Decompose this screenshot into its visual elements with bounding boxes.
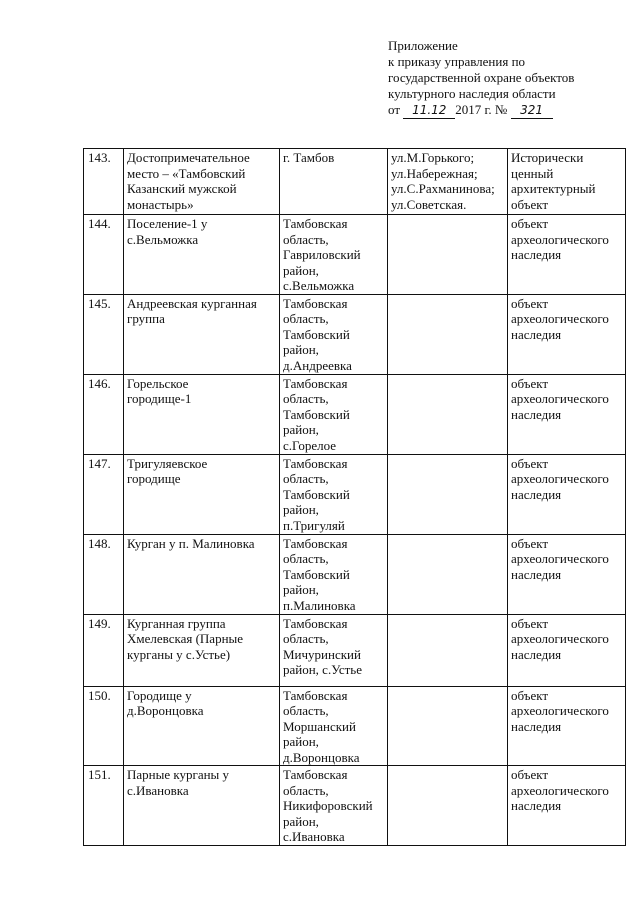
object-name: Горельское городище-1 (124, 374, 280, 454)
document-header (388, 38, 628, 119)
table-row (84, 215, 626, 295)
object-category: объект археологического наследия (508, 686, 626, 766)
row-number: 146. (84, 374, 124, 454)
header-line-2: к приказу управления по (388, 54, 526, 69)
object-address (388, 614, 508, 686)
object-address (388, 294, 508, 374)
object-location: г. Тамбов (280, 149, 388, 215)
object-address (388, 454, 508, 534)
object-category: объект археологического наследия (508, 454, 626, 534)
object-address (388, 534, 508, 614)
header-line-4: культурного наследия области (388, 86, 556, 101)
object-location: Тамбовская область, Никифоровский район, с.Ивановка (280, 766, 388, 846)
object-address (388, 215, 508, 295)
object-address (388, 766, 508, 846)
object-name: Городище у д.Воронцовка (124, 686, 280, 766)
handwritten-date: 11.12 (403, 102, 455, 119)
handwritten-number: 321 (511, 102, 553, 119)
row-number: 151. (84, 766, 124, 846)
object-location: Тамбовская область, Мичуринский район, с.Устье (280, 614, 388, 686)
row-number: 148. (84, 534, 124, 614)
object-location: Тамбовская область, Тамбовский район, п.Тригуляй (280, 454, 388, 534)
object-category: объект археологического наследия (508, 215, 626, 295)
object-location: Тамбовская область, Тамбовский район, д.Андреевка (280, 294, 388, 374)
table-row (84, 534, 626, 614)
header-date-line (388, 102, 628, 119)
object-category: Исторически ценный архитектурный объект (508, 149, 626, 215)
object-address (388, 374, 508, 454)
date-suffix: 2017 г. (455, 102, 492, 117)
object-category: объект археологического наследия (508, 294, 626, 374)
date-prefix: от (388, 102, 401, 117)
number-sign: № (494, 102, 508, 117)
row-number: 150. (84, 686, 124, 766)
object-name: Поселение-1 у с.Вельможка (124, 215, 280, 295)
object-address: ул.М.Горького; ул.Набережная; ул.С.Рахманинова; ул.Советская. (388, 149, 508, 215)
table-row (84, 766, 626, 846)
object-category: объект археологического наследия (508, 766, 626, 846)
object-name: Андреевская курганная группа (124, 294, 280, 374)
object-location: Тамбовская область, Тамбовский район, п.Малиновка (280, 534, 388, 614)
table-row (84, 374, 626, 454)
table-row (84, 686, 626, 766)
object-location: Тамбовская область, Тамбовский район, с.Горелое (280, 374, 388, 454)
object-name: Тригуляевское городище (124, 454, 280, 534)
table-row (84, 454, 626, 534)
row-number: 143. (84, 149, 124, 215)
object-name: Достопримечательное место – «Тамбовский Казанский мужской монастырь» (124, 149, 280, 215)
object-category: объект археологического наследия (508, 614, 626, 686)
object-category: объект археологического наследия (508, 534, 626, 614)
appendix-title: Приложение (388, 38, 458, 53)
heritage-objects-table (83, 148, 626, 846)
header-line-3: государственной охране объектов (388, 70, 575, 85)
object-location: Тамбовская область, Гавриловский район, с.Вельможка (280, 215, 388, 295)
row-number: 145. (84, 294, 124, 374)
object-name: Курганная группа Хмелевская (Парные курганы у с.Устье) (124, 614, 280, 686)
object-name: Курган у п. Малиновка (124, 534, 280, 614)
row-number: 149. (84, 614, 124, 686)
object-name: Парные курганы у с.Ивановка (124, 766, 280, 846)
object-category: объект археологического наследия (508, 374, 626, 454)
row-number: 144. (84, 215, 124, 295)
row-number: 147. (84, 454, 124, 534)
table-row (84, 614, 626, 686)
object-address (388, 686, 508, 766)
table-row (84, 294, 626, 374)
table-row (84, 149, 626, 215)
object-location: Тамбовская область, Моршанский район, д.Воронцовка (280, 686, 388, 766)
